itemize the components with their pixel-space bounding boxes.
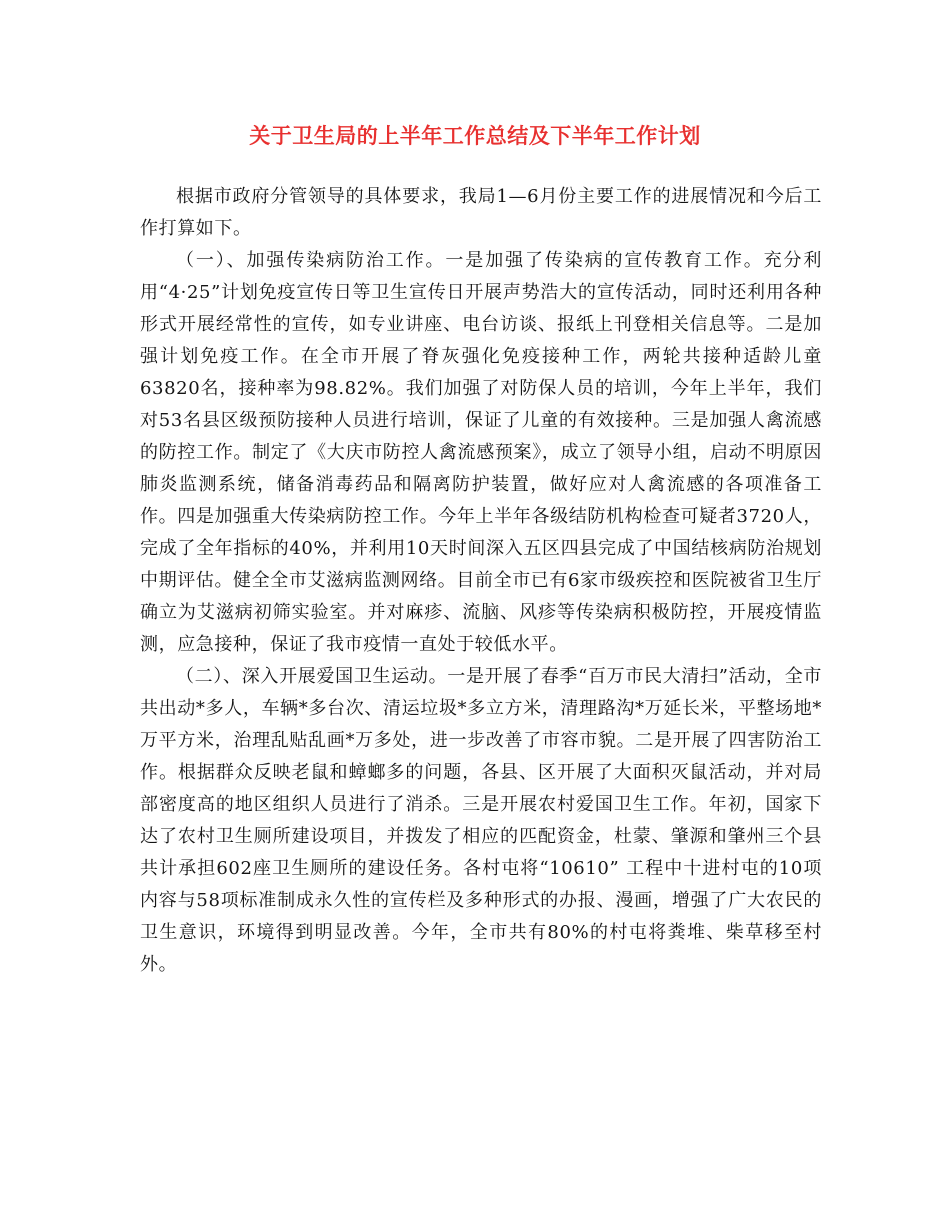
paragraph-section-2: （二）、深入开展爱国卫生运动。一是开展了春季“百万市民大清扫”活动，全市共出动*多人，车辆*多台次、清运垃圾*多立方米，清理路沟*万延长米，平整场地*万平方米，治理乱贴乱画*万多处，进一步改善了市容市貌。二是开展了四害防治工作。根据群众反映老鼠和蟑螂多的问题，各县、区开展了大面积灭鼠活动，并对局部密度高的地区组织人员进行了消杀。三是开展农村爱国卫生工作。年初，国家下达了农村卫生厕所建设项目，并拨发了相应的匹配资金，杜蒙、肇源和肇州三个县共计承担602座卫生厕所的建设任务。各村屯将“10610” 工程中十进村屯的10项内容与58项标准制成永久性的宣传栏及多种形式的办报、漫画，增强了广大农民的卫生意识，环境得到明显改善。今年，全市共有80%的村屯将粪堆、柴草移至村外。 (140, 666, 822, 975)
document-title: 关于卫生局的上半年工作总结及下半年工作计划 (249, 123, 701, 148)
paragraph-intro: 根据市政府分管领导的具体要求，我局1—6月份主要工作的进展情况和今后工作打算如下。 (140, 186, 822, 239)
document-body (140, 181, 822, 981)
paragraph-section-1: （一）、加强传染病防治工作。一是加强了传染病的宣传教育工作。充分利用“4·25”计划免疫宣传日等卫生宣传日开展声势浩大的宣传活动，同时还利用各种形式开展经常性的宣传，如专业讲座、电台访谈、报纸上刊登相关信息等。二是加强计划免疫工作。在全市开展了脊灰强化免疫接种工作，两轮共接种适龄儿童63820名，接种率为98.82%。我们加强了对防保人员的培训，今年上半年，我们对53名县区级预防接种人员进行培训，保证了儿童的有效接种。三是加强人禽流感的防控工作。制定了《大庆市防控人禽流感预案》，成立了领导小组，启动不明原因肺炎监测系统，储备消毒药品和隔离防护装置，做好应对人禽流感的各项准备工作。四是加强重大传染病防控工作。今年上半年各级结防机构检查可疑者3720人，完成了全年指标的40%，并利用10天时间深入五区四县完成了中国结核病防治规划中期评估。健全全市艾滋病监测网络。目前全市已有6家市级疾控和医院被省卫生厅确立为艾滋病初筛实验室。并对麻疹、流脑、风疹等传染病积极防控，开展疫情监测，应急接种，保证了我市疫情一直处于较低水平。 (140, 250, 822, 655)
